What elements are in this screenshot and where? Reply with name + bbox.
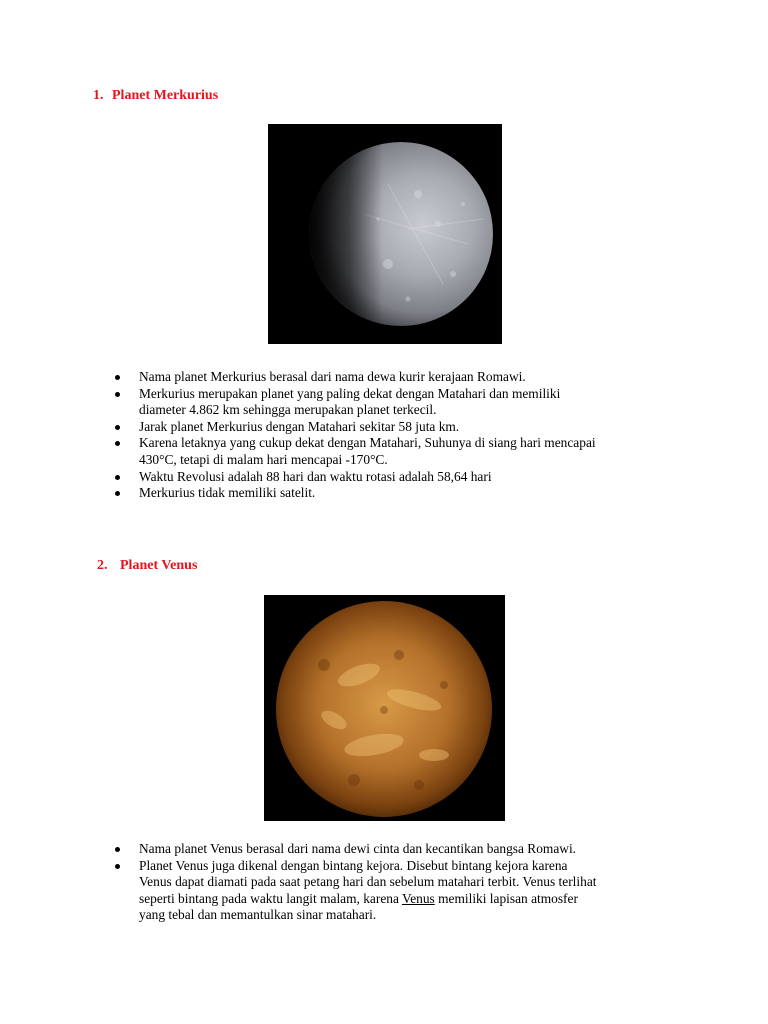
list-item: Waktu Revolusi adalah 88 hari dan waktu rotasi adalah 58,64 hari [114, 469, 674, 486]
section-title: Planet Venus [120, 558, 198, 573]
section-title: Planet Merkurius [112, 88, 219, 103]
mercury-facts-list [114, 369, 674, 502]
section-number: 1. [93, 88, 104, 103]
list-item-text: Planet Venus juga dikenal dengan bintang kejora. Disebut bintang kejora karena Venus dapat diamati pada saat petang hari dan sebelum matahari terbit. Venus terlihat seperti bintang pada waktu langit malam, karena [139, 857, 597, 906]
list-item: Jarak planet Merkurius dengan Matahari sekitar 58 juta km. [114, 419, 674, 436]
section-heading-merkurius [93, 88, 218, 104]
list-item: Nama planet Venus berasal dari nama dewi cinta dan kecantikan bangsa Romawi. [114, 841, 674, 858]
section-number: 2. [97, 558, 108, 573]
list-item-text: memiliki lapisan atmosfer yang tebal dan memantulkan sinar matahari. [139, 890, 578, 923]
section-heading-venus [97, 558, 197, 574]
list-item: Merkurius merupakan planet yang paling dekat dengan Matahari dan memiliki diameter 4.862 km sehingga merupakan planet terkecil. [114, 386, 674, 419]
venus-facts-list [114, 841, 674, 924]
venus-link[interactable]: Venus [402, 890, 435, 906]
list-item: Karena letaknya yang cukup dekat dengan Matahari, Suhunya di siang hari mencapai 430°C, tetapi di malam hari mencapai -170°C. [114, 435, 674, 468]
list-item: Nama planet Merkurius berasal dari nama dewa kurir kerajaan Romawi. [114, 369, 674, 386]
mercury-image [268, 124, 502, 344]
venus-image [264, 595, 505, 821]
list-item: Merkurius tidak memiliki satelit. [114, 485, 674, 502]
list-item [114, 858, 674, 924]
